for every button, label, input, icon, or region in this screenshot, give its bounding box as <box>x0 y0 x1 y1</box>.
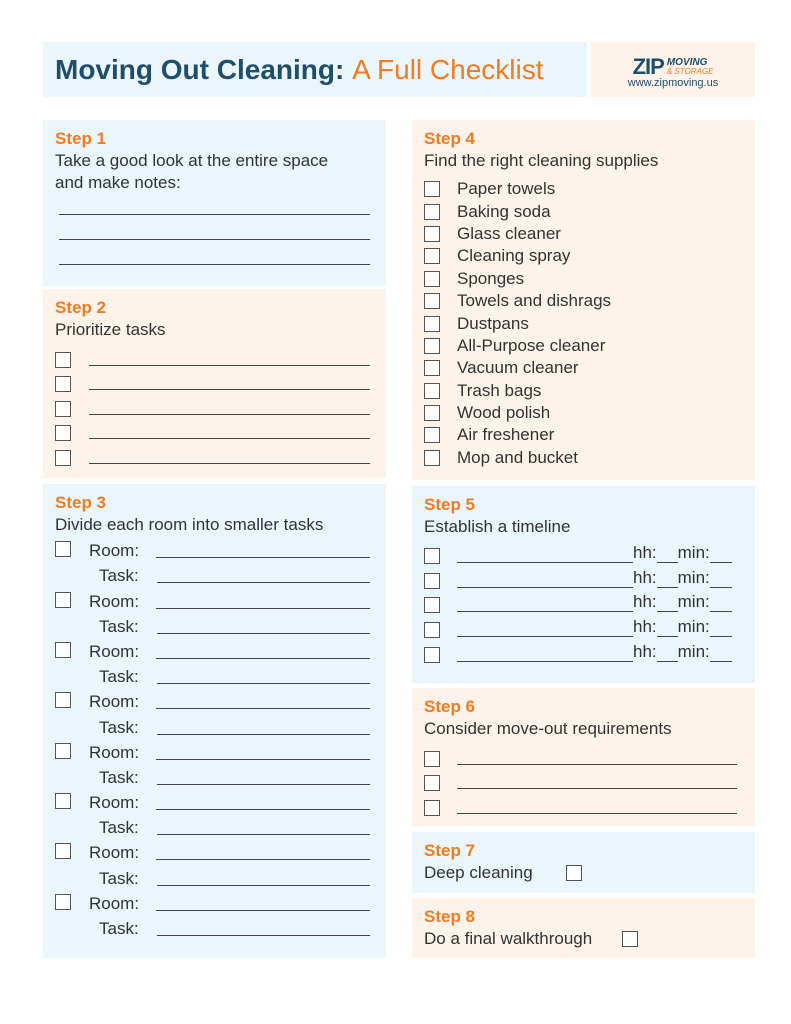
final-walkthrough-checkbox[interactable] <box>622 931 638 947</box>
logo-brand: ZIP <box>632 54 664 79</box>
step-3 <box>43 484 386 958</box>
step-label: Step 7 <box>424 841 476 860</box>
task-line[interactable] <box>157 834 370 835</box>
timeline-task-line[interactable] <box>457 587 633 588</box>
checkbox[interactable] <box>424 800 440 816</box>
checkbox[interactable] <box>424 597 440 613</box>
checkbox[interactable] <box>424 316 440 332</box>
checkbox[interactable] <box>424 271 440 287</box>
step-desc: Find the right cleaning supplies <box>424 151 659 170</box>
checkbox[interactable] <box>55 894 71 910</box>
hh-line[interactable] <box>657 636 678 637</box>
step-desc: Consider move-out requirements <box>424 719 672 738</box>
timeline-row <box>424 538 743 563</box>
task-line[interactable] <box>157 885 370 886</box>
step-7 <box>412 832 755 893</box>
logo-line1: MOVING <box>666 57 708 68</box>
checkbox[interactable] <box>424 622 440 638</box>
step-desc: Prioritize tasks <box>55 320 166 339</box>
task-label: Task: <box>99 919 139 938</box>
checkbox[interactable] <box>424 338 440 354</box>
step-label: Step 3 <box>55 493 107 512</box>
task-line[interactable] <box>157 582 370 583</box>
checkbox[interactable] <box>55 793 71 809</box>
checkbox[interactable] <box>424 427 440 443</box>
supply-item[interactable] <box>424 223 743 245</box>
title-sep: : <box>335 54 353 85</box>
min-label: min: <box>677 567 710 587</box>
hh-label: hh: <box>633 617 657 637</box>
room-line[interactable] <box>156 759 370 760</box>
supply-label: All-Purpose cleaner <box>457 335 606 355</box>
checkbox[interactable] <box>424 405 440 421</box>
requirement-row <box>424 789 743 814</box>
task-row <box>55 561 374 586</box>
zip-moving-logo <box>591 42 755 97</box>
hh-line[interactable] <box>657 661 678 662</box>
logo-line2: & STORAGE <box>666 67 714 76</box>
min-line[interactable] <box>710 611 732 612</box>
checkbox[interactable] <box>55 425 71 441</box>
requirement-row <box>424 765 743 790</box>
checkbox[interactable] <box>424 751 440 767</box>
logo-url: www.zipmoving.us <box>627 77 719 89</box>
room-label: Room: <box>89 843 140 863</box>
hh-line[interactable] <box>657 611 678 612</box>
note-line[interactable] <box>59 214 370 215</box>
task-row <box>55 341 374 366</box>
supply-item[interactable] <box>424 447 743 469</box>
supply-label: Cleaning spray <box>457 246 571 266</box>
room-label: Room: <box>89 541 140 561</box>
step-desc: Take a good look at the entire space and make notes: <box>55 151 329 192</box>
min-line[interactable] <box>710 587 732 588</box>
step-desc: Divide each room into smaller tasks <box>55 515 324 534</box>
timeline-task-line[interactable] <box>457 611 633 612</box>
task-line[interactable] <box>89 414 370 415</box>
hh-line[interactable] <box>657 562 678 563</box>
task-line[interactable] <box>89 389 370 390</box>
task-row <box>55 612 374 637</box>
checkbox[interactable] <box>55 401 71 417</box>
step-6 <box>412 688 755 826</box>
step-label: Step 1 <box>55 129 107 148</box>
supply-item[interactable] <box>424 178 743 200</box>
task-row <box>55 813 374 838</box>
title-main: Moving Out Cleaning <box>55 54 335 85</box>
room-label: Room: <box>89 742 140 762</box>
step-desc: Deep cleaning <box>424 863 533 882</box>
checkbox[interactable] <box>424 450 440 466</box>
supply-item[interactable] <box>424 424 743 446</box>
task-row <box>55 439 374 464</box>
hh-label: hh: <box>633 542 657 562</box>
timeline-row <box>424 637 743 662</box>
supply-label: Vacuum cleaner <box>457 358 579 378</box>
step-label: Step 2 <box>55 298 107 317</box>
hh-label: hh: <box>633 592 657 612</box>
supply-item[interactable] <box>424 200 743 222</box>
supply-label: Air freshener <box>457 425 555 445</box>
room-line[interactable] <box>156 608 370 609</box>
room-label: Room: <box>89 591 140 611</box>
hh-label: hh: <box>633 641 657 661</box>
step-4 <box>412 120 755 480</box>
supply-label: Trash bags <box>457 380 542 400</box>
room-line[interactable] <box>156 809 370 810</box>
requirement-row <box>424 740 743 765</box>
timeline-row <box>424 612 743 637</box>
checkbox[interactable] <box>55 450 71 466</box>
checkbox[interactable] <box>55 843 71 859</box>
step-desc: Establish a timeline <box>424 517 571 536</box>
timeline-row <box>424 563 743 588</box>
step-2 <box>43 289 386 478</box>
checkbox[interactable] <box>424 647 440 663</box>
requirement-line[interactable] <box>457 813 737 814</box>
min-line[interactable] <box>710 562 732 563</box>
page-title <box>43 42 587 97</box>
requirement-line[interactable] <box>457 788 737 789</box>
checkbox[interactable] <box>424 204 440 220</box>
checkbox[interactable] <box>424 293 440 309</box>
task-label: Task: <box>99 717 139 737</box>
min-line[interactable] <box>710 661 732 662</box>
supply-item[interactable] <box>424 357 743 379</box>
room-line[interactable] <box>156 557 370 558</box>
room-label: Room: <box>89 793 140 813</box>
task-row <box>55 863 374 888</box>
room-row <box>55 687 374 712</box>
hh-label: hh: <box>633 567 657 587</box>
step-1 <box>43 120 386 286</box>
step-desc: Do a final walkthrough <box>424 929 593 948</box>
hh-line[interactable] <box>657 587 678 588</box>
supply-label: Dustpans <box>457 313 529 333</box>
supply-label: Towels and dishrags <box>457 291 612 311</box>
task-label: Task: <box>99 868 139 888</box>
checkbox[interactable] <box>424 248 440 264</box>
task-line[interactable] <box>157 633 370 634</box>
min-label: min: <box>677 617 710 637</box>
step-5 <box>412 486 755 683</box>
room-line[interactable] <box>156 859 370 860</box>
task-row <box>55 390 374 415</box>
task-label: Task: <box>99 616 139 636</box>
checkbox[interactable] <box>424 226 440 242</box>
room-label: Room: <box>89 692 140 712</box>
checkbox[interactable] <box>55 352 71 368</box>
checkbox[interactable] <box>424 181 440 197</box>
task-row <box>55 662 374 687</box>
supply-item[interactable] <box>424 312 743 334</box>
title-sub: A Full Checklist <box>352 54 544 85</box>
task-line[interactable] <box>157 784 370 785</box>
supply-item[interactable] <box>424 335 743 357</box>
supply-label: Baking soda <box>457 201 551 221</box>
checkbox[interactable] <box>55 592 71 608</box>
supply-label: Glass cleaner <box>457 223 561 243</box>
checkbox[interactable] <box>55 743 71 759</box>
task-line[interactable] <box>157 683 370 684</box>
requirement-line[interactable] <box>457 764 737 765</box>
task-line[interactable] <box>89 438 370 439</box>
supply-item[interactable] <box>424 380 743 402</box>
supply-item[interactable] <box>424 268 743 290</box>
checkbox[interactable] <box>55 541 71 557</box>
step-8 <box>412 898 755 958</box>
step-label: Step 5 <box>424 495 476 514</box>
checkbox[interactable] <box>55 692 71 708</box>
supply-label: Sponges <box>457 268 525 288</box>
task-label: Task: <box>99 818 139 838</box>
supply-label: Paper towels <box>457 179 556 199</box>
room-row <box>55 838 374 863</box>
note-line[interactable] <box>59 239 370 240</box>
room-row <box>55 586 374 611</box>
task-row <box>55 415 374 440</box>
task-line[interactable] <box>89 463 370 464</box>
room-label: Room: <box>89 641 140 661</box>
checkbox[interactable] <box>424 573 440 589</box>
task-row <box>55 763 374 788</box>
checkbox[interactable] <box>424 548 440 564</box>
task-line[interactable] <box>157 935 370 936</box>
room-line[interactable] <box>156 910 370 911</box>
room-line[interactable] <box>156 708 370 709</box>
supply-item[interactable] <box>424 402 743 424</box>
task-line[interactable] <box>89 365 370 366</box>
room-row <box>55 889 374 914</box>
supply-label: Wood polish <box>457 403 551 423</box>
min-label: min: <box>677 542 710 562</box>
note-line[interactable] <box>59 264 370 265</box>
min-label: min: <box>677 641 710 661</box>
checkbox[interactable] <box>424 360 440 376</box>
checkbox[interactable] <box>424 775 440 791</box>
timeline-task-line[interactable] <box>457 661 633 662</box>
room-line[interactable] <box>156 658 370 659</box>
checkbox[interactable] <box>55 376 71 392</box>
deep-cleaning-checkbox[interactable] <box>566 865 582 881</box>
checkbox[interactable] <box>55 642 71 658</box>
timeline-task-line[interactable] <box>457 562 633 563</box>
room-row <box>55 788 374 813</box>
supply-item[interactable] <box>424 245 743 267</box>
task-row <box>55 366 374 391</box>
task-row <box>55 914 374 939</box>
room-row <box>55 738 374 763</box>
step-label: Step 6 <box>424 697 476 716</box>
task-label: Task: <box>99 767 139 787</box>
step-label: Step 8 <box>424 907 476 926</box>
task-label: Task: <box>99 566 139 586</box>
min-line[interactable] <box>710 636 732 637</box>
min-label: min: <box>677 592 710 612</box>
task-row <box>55 712 374 737</box>
room-row <box>55 536 374 561</box>
task-label: Task: <box>99 667 139 687</box>
supply-item[interactable] <box>424 290 743 312</box>
checkbox[interactable] <box>424 383 440 399</box>
room-row <box>55 637 374 662</box>
timeline-task-line[interactable] <box>457 636 633 637</box>
timeline-row <box>424 588 743 613</box>
task-line[interactable] <box>157 734 370 735</box>
step-label: Step 4 <box>424 129 476 148</box>
room-label: Room: <box>89 893 140 913</box>
supply-label: Mop and bucket <box>457 447 578 467</box>
